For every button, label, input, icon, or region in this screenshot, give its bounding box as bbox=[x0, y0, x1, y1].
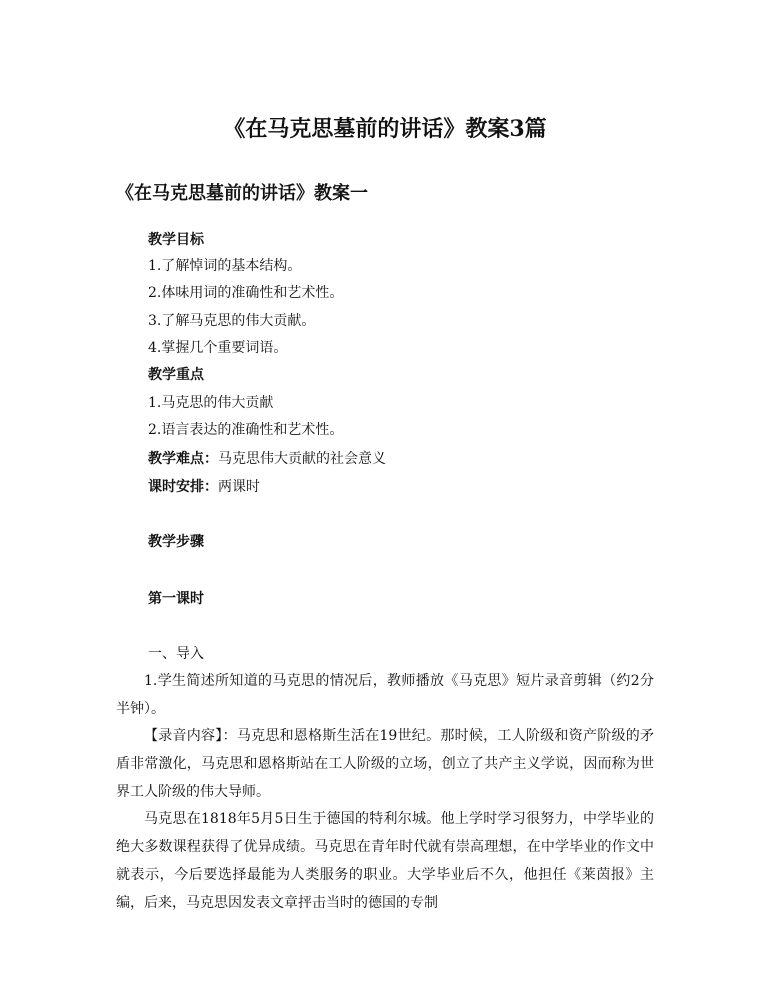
key-point-item-2: 2.语言表达的准确性和艺术性。 bbox=[148, 422, 344, 438]
key-points-heading: 教学重点 bbox=[148, 367, 204, 383]
objective-item-4: 4.掌握几个重要词语。 bbox=[148, 340, 288, 356]
paragraph-intro-activity: 1.学生简述所知道的马克思的情况后，教师播放《马克思》短片录音剪辑（约2分半钟）。 bbox=[116, 673, 654, 717]
lesson-heading: 第一课时 bbox=[148, 591, 204, 607]
objectives-heading: 教学目标 bbox=[148, 232, 204, 248]
intro-heading: 一、导入 bbox=[148, 646, 204, 662]
section-title: 《在马克思墓前的讲话》教案一 bbox=[116, 183, 368, 204]
key-point-item-1: 1.马克思的伟大贡献 bbox=[148, 395, 274, 411]
steps-heading: 教学步骤 bbox=[148, 534, 204, 550]
difficulty-line bbox=[148, 448, 386, 470]
difficulty-label: 教学难点： bbox=[148, 451, 218, 467]
schedule-label: 课时安排： bbox=[148, 479, 218, 495]
document-title: 《在马克思墓前的讲话》教案3篇 bbox=[223, 116, 547, 142]
difficulty-value: 马克思伟大贡献的社会意义 bbox=[218, 451, 386, 467]
objective-item-1: 1.了解悼词的基本结构。 bbox=[148, 258, 302, 274]
schedule-value: 两课时 bbox=[218, 479, 260, 495]
schedule-line bbox=[148, 476, 260, 498]
objective-item-3: 3.了解马克思的伟大贡献。 bbox=[148, 313, 316, 329]
paragraph-recording-content: 【录音内容】：马克思和恩格斯生活在19世纪。那时候，工人阶级和资产阶级的矛盾非常激化，马克思和恩格斯站在工人阶级的立场，创立了共产主义学说，因而称为世界工人阶级的伟大导师。 bbox=[116, 728, 654, 800]
paragraph-marx-biography: 马克思在1818年5月5日生于德国的特利尔城。他上学时学习很努力，中学毕业的绝大多数课程获得了优异成绩。马克思在青年时代就有崇高理想，在中学毕业的作文中就表示，今后要选择最能为人类服务的职业。大学毕业后不久，他担任《莱茵报》主编，后来，马克思因发表文章抨击当时的德国的专制 bbox=[116, 811, 654, 911]
objective-item-2: 2.体味用词的准确性和艺术性。 bbox=[148, 285, 344, 301]
